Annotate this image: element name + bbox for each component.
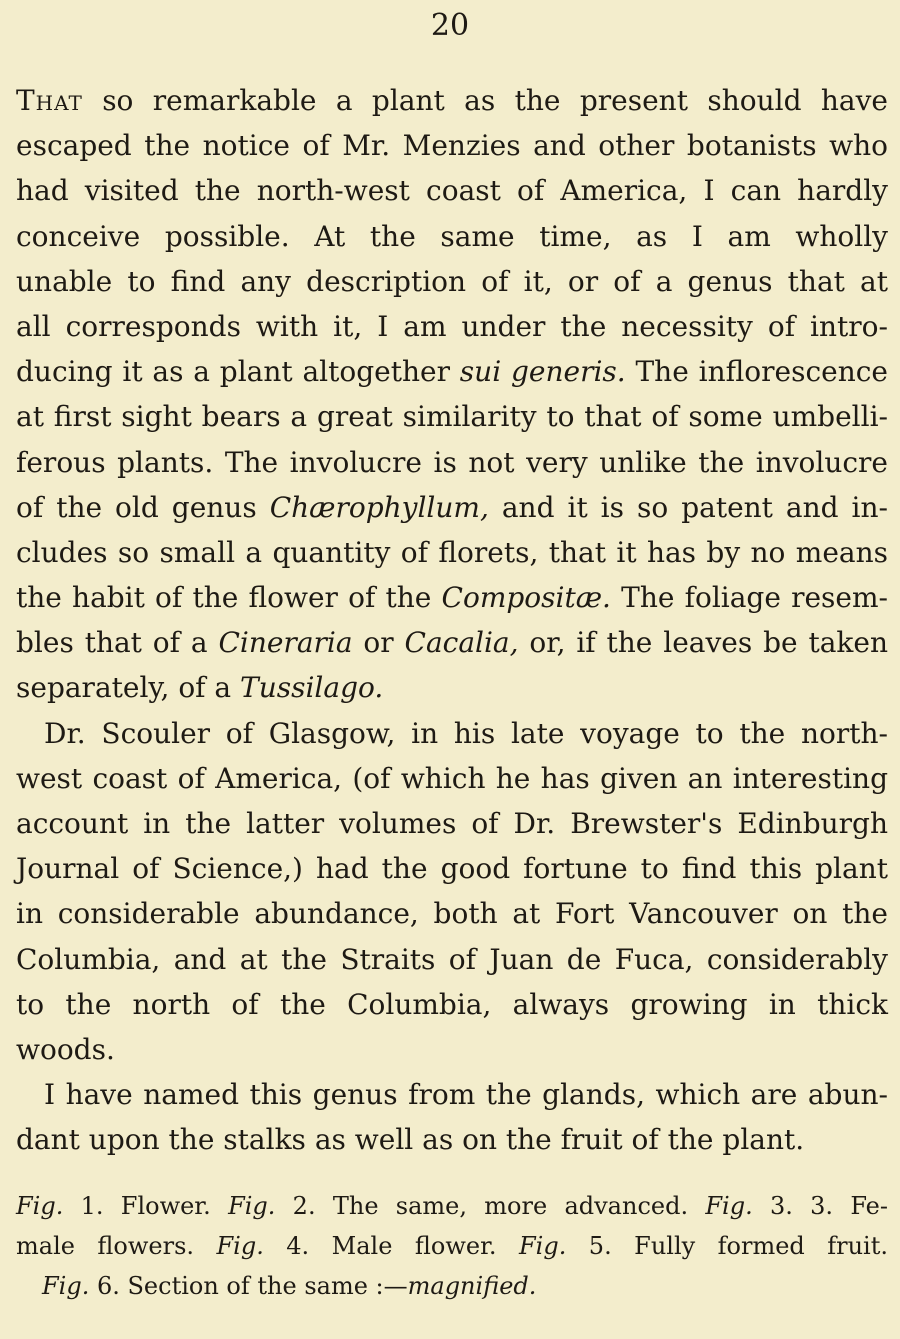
- italic-term: Tussilago.: [240, 671, 384, 705]
- text-line: Dr. Scouler of Glasgow, in his late voyage to the north-: [44, 716, 888, 750]
- text-line: Columbia, and at the Straits of Juan de Fuca, considerably: [16, 942, 888, 976]
- text-line: in considerable abundance, both at Fort Vancouver on the: [16, 897, 888, 931]
- fig-label: Fig.: [705, 1192, 753, 1220]
- fig-label: Fig.: [519, 1232, 567, 1260]
- paragraph-3: [16, 1072, 888, 1162]
- text-line: at first sight bears a great similarity to that of some umbelli-: [16, 400, 888, 434]
- text-line: woods.: [16, 1032, 115, 1066]
- small-caps-lead: That: [16, 84, 83, 117]
- text-line: [16, 78, 888, 123]
- italic-term: Chærophyllum,: [269, 490, 489, 524]
- page-number: 20: [430, 8, 470, 43]
- text-line: dant upon the stalks as well as on the fruit of the plant.: [16, 1123, 805, 1157]
- fig-label: Fig.: [42, 1272, 90, 1300]
- text-line: ferous plants. The involucre is not very unlike the involucre: [16, 445, 888, 479]
- text-line: had visited the north-west coast of America, I can hardly: [16, 174, 888, 208]
- text-line: [16, 620, 888, 665]
- text-line: to the north of the Columbia, always growing in thick: [16, 987, 888, 1021]
- paragraph-2: [16, 711, 888, 1073]
- text-line: [16, 349, 888, 394]
- italic-term: Compositæ.: [441, 581, 611, 615]
- text-line: cludes so small a quantity of florets, that it has by no means: [16, 535, 888, 569]
- text-line: [16, 665, 888, 710]
- line-text: bles that of a: [16, 626, 219, 660]
- caption-line: [16, 1226, 888, 1266]
- italic-term: magnified.: [407, 1272, 537, 1300]
- fig-label: Fig.: [228, 1192, 276, 1220]
- caption-text: male flowers.: [16, 1232, 217, 1260]
- caption-text: 2. The same, more advanced.: [275, 1192, 706, 1220]
- body-text: [16, 78, 888, 1163]
- line-text: ducing it as a plant altogether: [16, 355, 460, 389]
- caption-text: 5. Fully formed fruit.: [566, 1232, 889, 1260]
- line-text: The foliage resem-: [610, 581, 888, 615]
- text-line: Journal of Science,) had the good fortune to find this plant: [16, 852, 888, 886]
- text-line: escaped the notice of Mr. Menzies and other botanists who: [16, 129, 888, 163]
- text-line: I have named this genus from the glands, which are abun-: [44, 1078, 888, 1112]
- fig-label: Fig.: [216, 1232, 264, 1260]
- text-line: conceive possible. At the same time, as I am wholly: [16, 219, 888, 253]
- text-line: all corresponds with it, I am under the necessity of intro-: [16, 309, 888, 343]
- italic-term: sui generis.: [459, 355, 626, 389]
- line-text: of the old genus: [16, 490, 270, 524]
- caption-text: 4. Male flower.: [263, 1232, 520, 1260]
- caption-line: [16, 1266, 888, 1306]
- text-line: account in the latter volumes of Dr. Brewster's Edinburgh: [16, 807, 888, 840]
- text-line: unable to find any description of it, or of a genus that at: [16, 264, 888, 298]
- line-text: so remarkable a plant as the present should have: [82, 84, 888, 117]
- line-text: and it is so patent and in-: [488, 490, 888, 524]
- figure-caption: [16, 1186, 888, 1306]
- text-line: west coast of America, (of which he has given an interesting: [16, 761, 888, 795]
- fig-label: Fig.: [16, 1192, 64, 1220]
- line-text: or, if the leaves be taken: [518, 626, 888, 660]
- text-line: [16, 485, 888, 530]
- italic-term: Cacalia,: [404, 626, 519, 660]
- caption-text: 3. 3. Fe-: [752, 1192, 888, 1220]
- line-text: The inflorescence: [625, 355, 888, 389]
- caption-text: 1. Flower.: [63, 1192, 229, 1220]
- caption-line: [16, 1186, 888, 1226]
- line-text: or: [352, 626, 405, 660]
- text-line: [16, 575, 888, 620]
- line-text: the habit of the flower of the: [16, 581, 442, 615]
- caption-text: 6. Section of the same :—: [89, 1272, 408, 1300]
- paragraph-1: [16, 78, 888, 711]
- italic-term: Cineraria: [218, 626, 353, 660]
- line-text: separately, of a: [16, 671, 241, 705]
